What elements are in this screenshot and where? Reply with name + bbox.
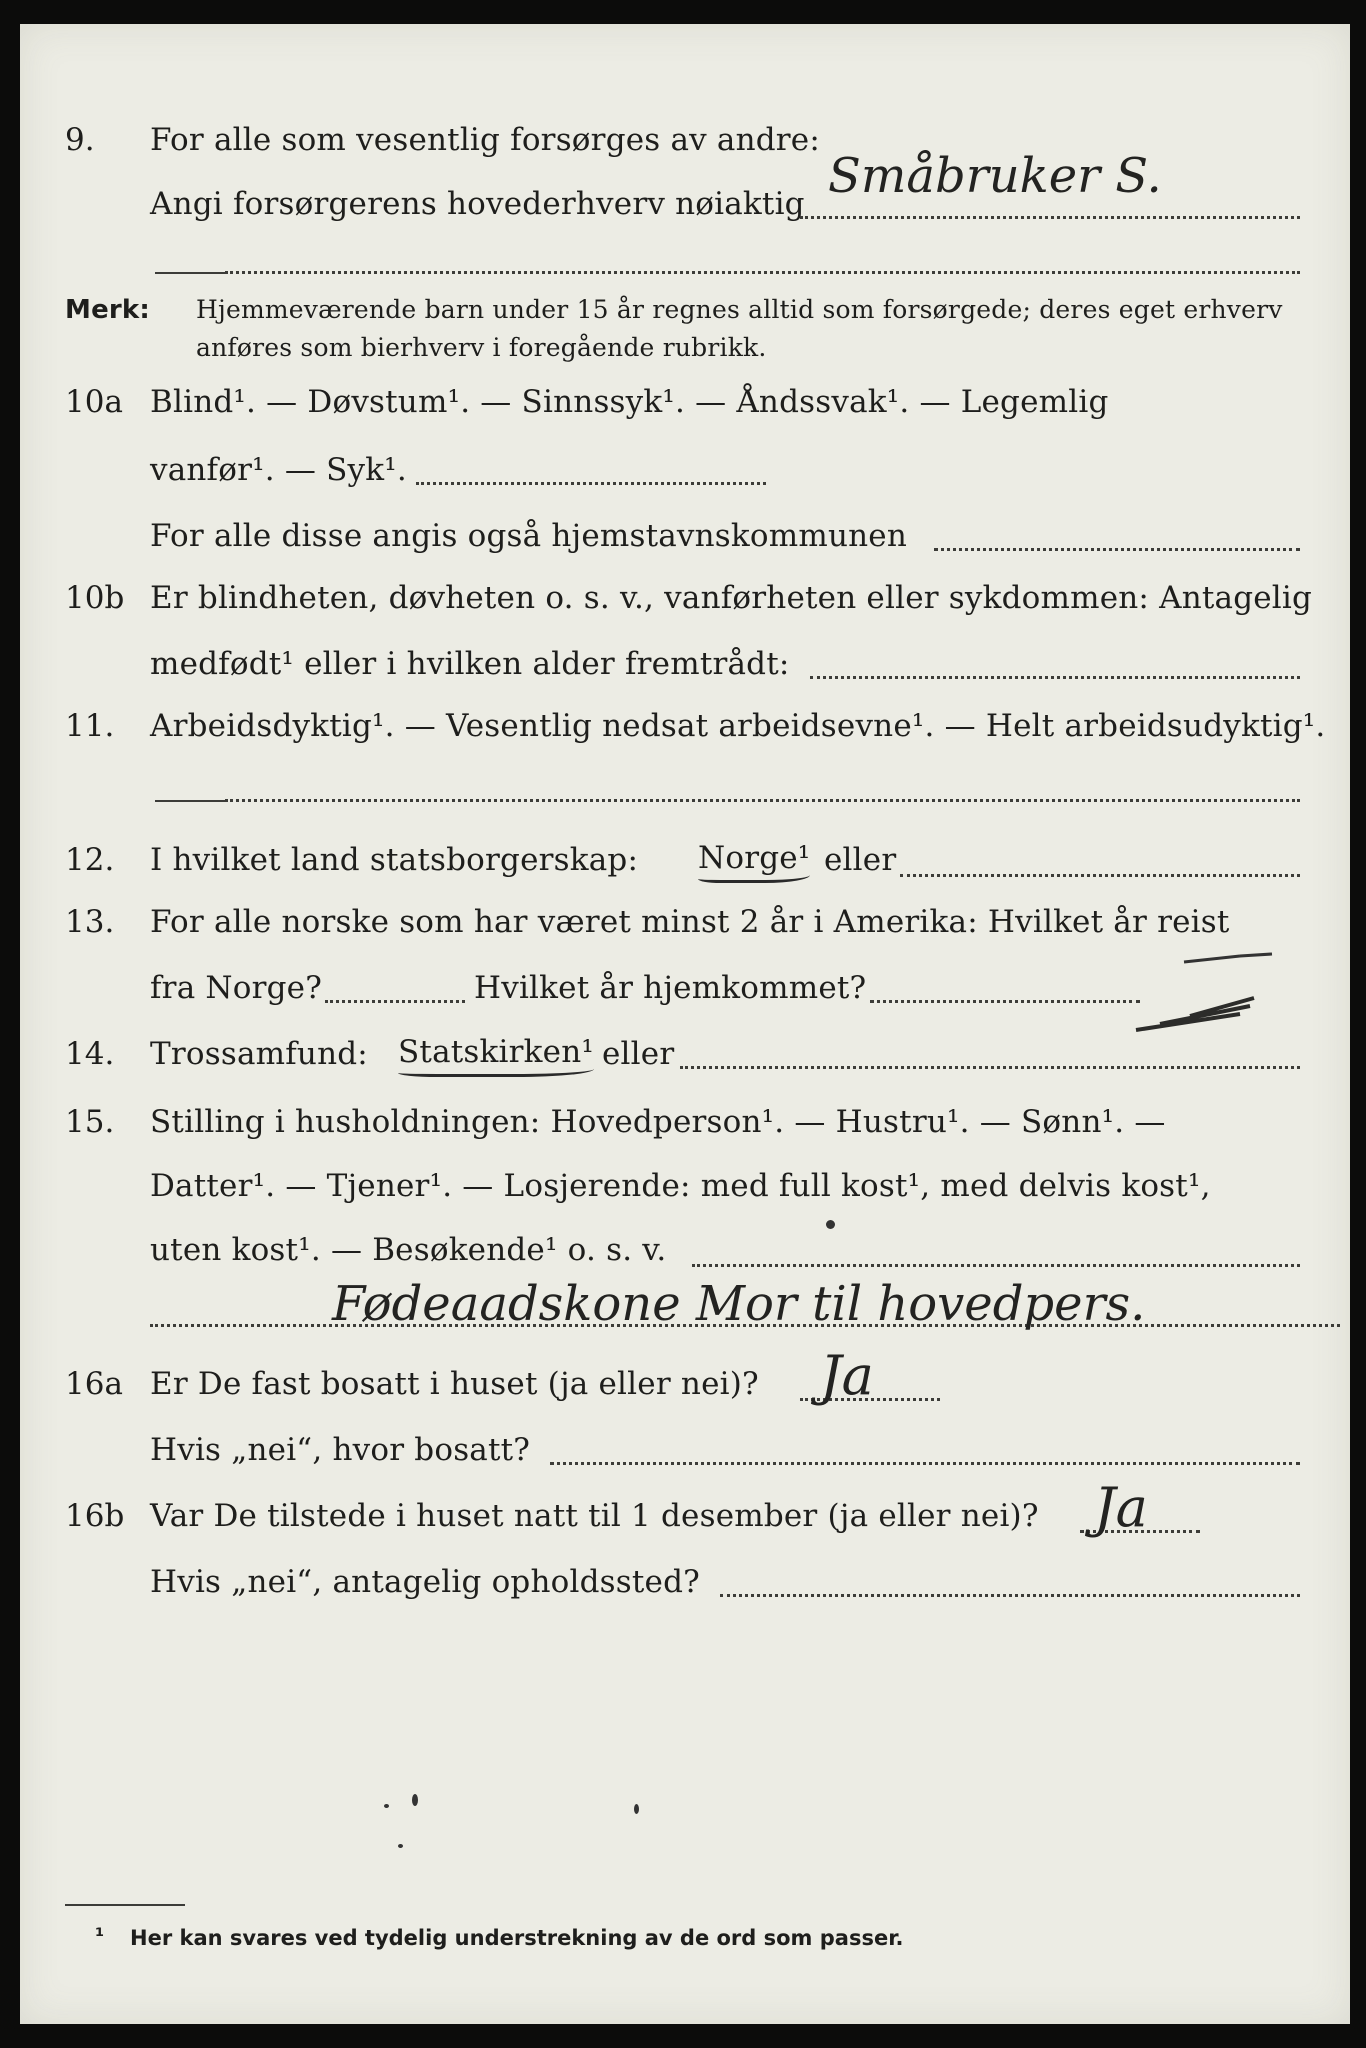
ink-speck [398, 1844, 403, 1848]
q15-number: 15. [65, 1104, 115, 1140]
footnote-mark: ¹ [95, 1924, 105, 1948]
q11-extra-line-start [155, 800, 225, 802]
q15-handwritten-answer: Fødeaadskone Mor til hovedpers. [332, 1276, 1146, 1332]
q15-line2: Datter¹. — Tjener¹. — Losjerende: med full kost¹, med delvis kost¹, [150, 1168, 1211, 1204]
q10a-line3: For alle disse angis også hjemstavnskommunen [150, 518, 907, 554]
q16b-number: 16b [65, 1498, 125, 1534]
q16b-line1: Var De tilstede i huset natt til 1 desember (ja eller nei)? [150, 1498, 1039, 1534]
q16a-handwritten-answer: Ja [820, 1344, 874, 1407]
q15-answer-line1 [692, 1264, 1300, 1267]
q9-extra-line [225, 271, 1300, 274]
q16b-handwritten-answer: Ja [1094, 1476, 1148, 1539]
q15-line3: uten kost¹. — Besøkende¹ o. s. v. [150, 1232, 667, 1268]
q11-extra-line [225, 799, 1300, 802]
q9-handwritten-answer: Småbruker S. [828, 148, 1162, 204]
q9-answer-line [800, 216, 1300, 219]
q9-line2: Angi forsørgerens hovederhverv nøiaktig [150, 186, 805, 222]
q10b-line1: Er blindheten, døvheten o. s. v., vanførheten eller sykdommen: Antagelig [150, 580, 1313, 616]
q16a-line1: Er De fast bosatt i huset (ja eller nei)? [150, 1366, 759, 1402]
merk-line1: Hjemmeværende barn under 15 år regnes alltid som forsørgede; deres eget erhverv [196, 295, 1283, 324]
q13-line2b: Hvilket år hjemkommet? [474, 970, 867, 1006]
q13-line2a: fra Norge? [150, 970, 323, 1006]
q9-line1: For alle som vesentlig forsørges av andre: [150, 122, 820, 158]
q12-suffix: eller [824, 842, 897, 878]
q13-number: 13. [65, 904, 115, 940]
ink-speck [634, 1804, 639, 1814]
q10a-kommune-line [934, 548, 1300, 551]
q12-answer-line [900, 874, 1300, 877]
footnote-rule [65, 1904, 185, 1906]
q12-prefix: I hvilket land statsborgerskap: [150, 842, 639, 878]
q13-pen-mark [1180, 944, 1280, 974]
q9-number: 9. [65, 122, 95, 158]
ink-speck [412, 1794, 418, 1806]
q13-reist-line [325, 1000, 465, 1003]
q10b-answer-line [810, 676, 1300, 679]
q10a-syk-line [416, 482, 766, 485]
q14-statskirken-underlined: Statskirken¹ [398, 1032, 594, 1077]
q10a-line1: Blind¹. — Døvstum¹. — Sinnssyk¹. — Åndssvak¹. — Legemlig [150, 384, 1109, 420]
q14-pen-mark [1130, 990, 1270, 1040]
ink-speck [384, 1804, 389, 1808]
q16a-bosatt-line [550, 1462, 1300, 1465]
footnote-text: Her kan svares ved tydelig understrekning av de ord som passer. [130, 1926, 904, 1950]
q14-suffix: eller [602, 1036, 675, 1072]
q16b-opholdssted-line [720, 1594, 1300, 1597]
q11-number: 11. [65, 708, 115, 744]
q12-norge-underlined: Norge¹ [698, 838, 810, 883]
q16a-line2: Hvis „nei“, hvor bosatt? [150, 1432, 531, 1468]
merk-line2: anføres som bierhverv i foregående rubrikk. [196, 333, 767, 362]
q13-hjemkommet-line [870, 1000, 1140, 1003]
merk-label: Merk: [65, 295, 151, 325]
q11-line1: Arbeidsdyktig¹. — Vesentlig nedsat arbeidsevne¹. — Helt arbeidsudyktig¹. [150, 708, 1326, 744]
census-form-page [20, 24, 1350, 2024]
q14-answer-line [680, 1066, 1300, 1069]
q9-extra-line-start [155, 272, 225, 274]
q16b-line2: Hvis „nei“, antagelig opholdssted? [150, 1564, 700, 1600]
q10b-line2: medfødt¹ eller i hvilken alder fremtrådt: [150, 646, 790, 682]
q13-line1: For alle norske som har været minst 2 år i Amerika: Hvilket år reist [150, 904, 1230, 940]
q14-number: 14. [65, 1036, 115, 1072]
q12-number: 12. [65, 842, 115, 878]
q10a-number: 10a [65, 384, 123, 420]
q10b-number: 10b [65, 580, 125, 616]
q15-line1: Stilling i husholdningen: Hovedperson¹. — Hustru¹. — Sønn¹. — [150, 1104, 1166, 1140]
q16a-number: 16a [65, 1366, 123, 1402]
q10a-line2: vanfør¹. — Syk¹. [150, 452, 407, 488]
ink-speck [826, 1220, 835, 1229]
q14-prefix: Trossamfund: [150, 1036, 368, 1072]
